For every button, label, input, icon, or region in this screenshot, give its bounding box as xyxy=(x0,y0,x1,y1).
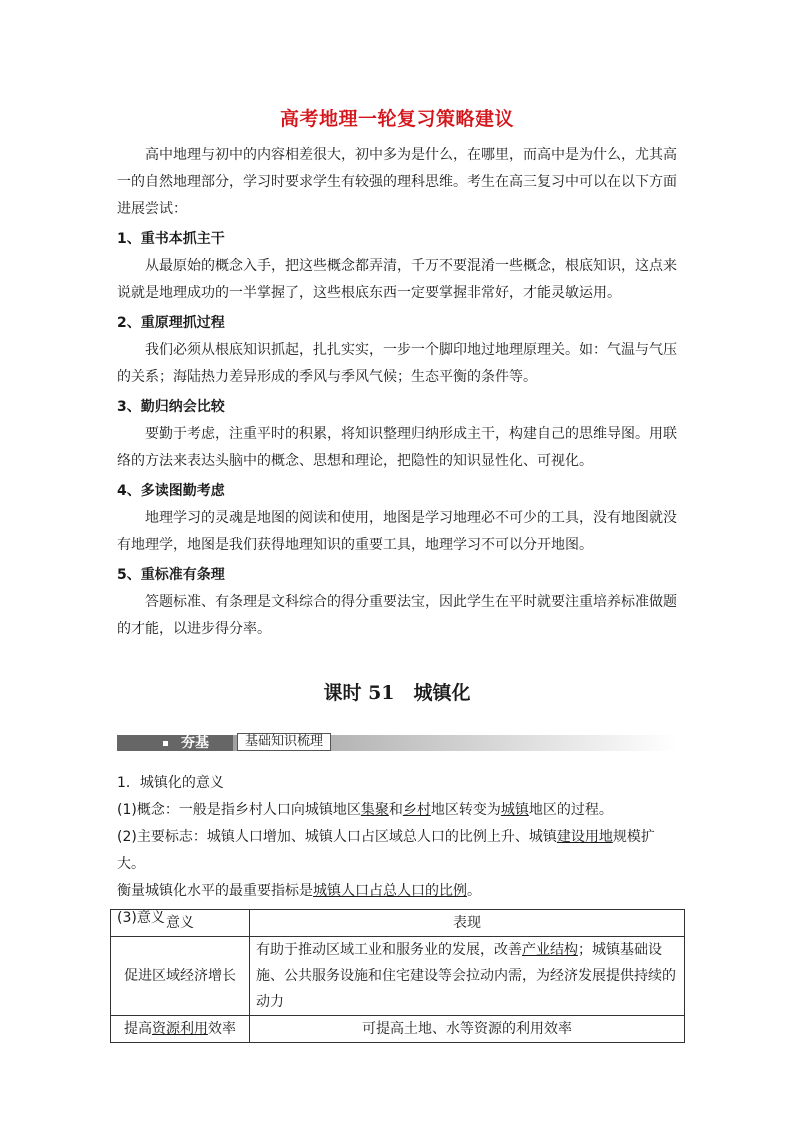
item-1-heading: 1．城镇化的意义 xyxy=(117,775,224,791)
concept-answer-3: 城镇 xyxy=(500,802,529,818)
marks-text: 衡量城镇化水平的最重要指标是 xyxy=(117,883,313,899)
table-header: 意义 xyxy=(111,910,250,937)
section-heading-1: 1、重书本抓主干 xyxy=(117,231,225,247)
section-body-1: 从最原始的概念入手，把这些概念都弄清，千万不要混淆一些概念，根底知识，这点来说就是地理成功的一半掌握了，这些根底东西一定要掌握非常好，才能灵敏运用。 xyxy=(117,258,677,301)
concept-line xyxy=(117,797,677,824)
table-cell xyxy=(250,937,685,1016)
marks-text: (2)主要标志：城镇人口增加、城镇人口占区域总人口的比例上升、城镇 xyxy=(117,829,557,845)
banner-sub-label: 基础知识梳理 xyxy=(237,733,331,751)
marks-answer-1: 建设用地 xyxy=(556,829,613,845)
table-row xyxy=(111,937,685,1016)
cell-text: 效率 xyxy=(208,1021,236,1037)
section-body-2: 我们必须从根底知识抓起，扎扎实实，一步一个脚印地过地理原理关。如：气温与气压的关系；海陆热力差异形成的季风与季风气候；生态平衡的条件等。 xyxy=(117,342,677,385)
section-heading-2: 2、重原理抓过程 xyxy=(117,315,225,331)
urbanization-section xyxy=(117,770,677,932)
cell-answer: 产业结构 xyxy=(522,942,578,958)
section-body-3: 要勤于考虑，注重平时的积累，将知识整理归纳形成主干，构建自己的思维导图。用联络的方法来表达头脑中的概念、思想和理论，把隐性的知识显性化、可视化。 xyxy=(117,426,677,469)
cell-text: ；城镇基础设施、公共服务设施和住宅建设等会拉动内需，为经济发展提供持续的动力 xyxy=(256,942,676,1010)
section-banner xyxy=(117,732,677,752)
table-cell: 促进区域经济增长 xyxy=(111,937,250,1016)
concept-answer-2: 乡村 xyxy=(402,802,431,818)
strategy-article xyxy=(117,142,677,643)
banner-dark-block xyxy=(117,735,233,751)
page-title: 高考地理一轮复习策略建议 xyxy=(279,108,514,130)
cell-text: 有助于推动区域工业和服务业的发展，改善 xyxy=(256,942,522,958)
table-cell: 可提高土地、水等资源的利用效率 xyxy=(250,1016,685,1043)
section-heading-4: 4、多读图勤考虑 xyxy=(117,483,225,499)
banner-main-label: 夯基 xyxy=(181,735,209,751)
marks-line-2 xyxy=(117,878,677,905)
significance-table xyxy=(110,909,685,1043)
cell-answer: 资源利用 xyxy=(152,1021,208,1037)
section-body-4: 地理学习的灵魂是地图的阅读和使用，地图是学习地理必不可少的工具，没有地图就没有地理学，地图是我们获得地理知识的重要工具，地理学习不可以分开地图。 xyxy=(117,510,677,553)
table-cell xyxy=(111,1016,250,1043)
marks-text: 规模扩大。 xyxy=(117,829,655,872)
section-heading-5: 5、重标准有条理 xyxy=(117,567,225,583)
marks-line-1 xyxy=(117,824,677,878)
table-header: 表现 xyxy=(250,910,685,937)
concept-text: 和 xyxy=(388,802,403,818)
marks-answer-2: 城镇人口占总人口的比例 xyxy=(313,883,467,899)
concept-text: 地区的过程。 xyxy=(528,802,613,818)
marks-text: 。 xyxy=(467,883,481,899)
section-body-5: 答题标准、有条理是文科综合的得分重要法宝，因此学生在平时就要注重培养标准做题的才能，以进步得分率。 xyxy=(117,594,677,637)
square-bullet-icon xyxy=(163,741,168,746)
lesson-title: 课时 51 城镇化 xyxy=(323,682,471,704)
table-row xyxy=(111,1016,685,1043)
concept-text: (1)概念：一般是指乡村人口向城镇地区 xyxy=(117,802,361,818)
cell-text: 提高 xyxy=(124,1021,152,1037)
concept-text: 地区转变为 xyxy=(430,802,501,818)
section-heading-3: 3、勤归纳会比较 xyxy=(117,399,225,415)
intro-paragraph: 高中地理与初中的内容相差很大，初中多为是什么，在哪里，而高中是为什么，尤其高一的自然地理部分，学习时要求学生有较强的理科思维。考生在高三复习中可以在以下方面进展尝试： xyxy=(117,147,677,217)
table-header-row xyxy=(111,910,685,937)
concept-answer-1: 集聚 xyxy=(360,802,389,818)
item-3-heading: (3)意义 xyxy=(117,910,165,926)
